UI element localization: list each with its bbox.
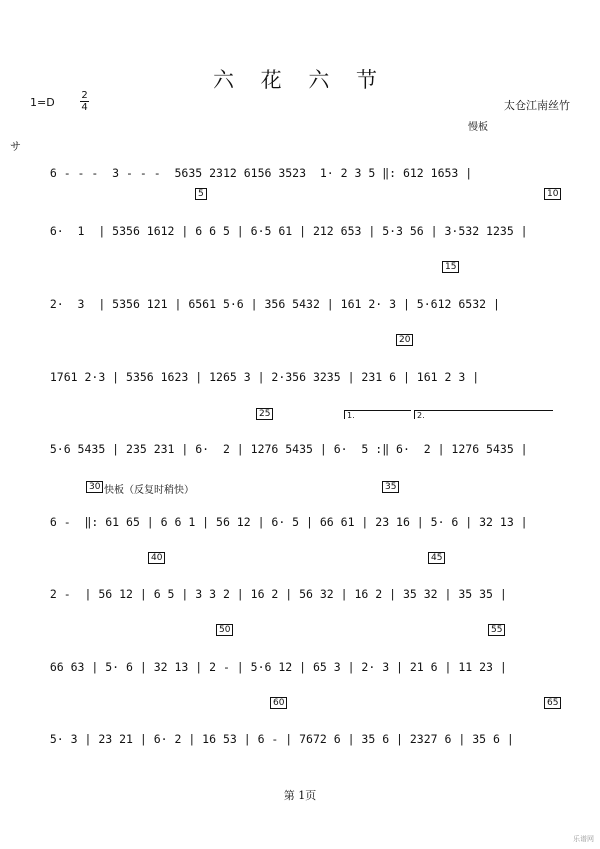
notation-row xyxy=(36,356,572,384)
notation-row xyxy=(36,210,572,238)
notation-text: 66 63 | 5· 6 | 32 13 | 2 - | 5·6 12 | 65 3 | 2· 3 | 21 6 | 11 23 | xyxy=(49,660,507,674)
time-signature-top: 2 xyxy=(81,90,88,101)
notation-text: 1761 2·3 | 5356 1623 | 1265 3 | 2·356 3235 | 231 6 | 161 2 3 | xyxy=(49,370,480,384)
notation-row xyxy=(36,718,572,746)
measure-number: 60 xyxy=(270,697,287,709)
time-signature-bottom: 4 xyxy=(81,102,88,113)
notation-text: 5·6 5435 | 235 231 | 6· 2 | 1276 5435 | 6· 5 :‖ 6· 2 | 1276 5435 | xyxy=(49,442,528,456)
volta-first: 1. xyxy=(344,410,411,419)
watermark: 乐谱网 xyxy=(573,835,594,843)
measure-number: 25 xyxy=(256,408,273,420)
notation-text: 6 - ‖: 61 65 | 6 6 1 | 56 12 | 6· 5 | 66 61 | 23 16 | 5· 6 | 32 13 | xyxy=(49,515,528,529)
time-signature xyxy=(80,90,89,113)
measure-number: 20 xyxy=(396,334,413,346)
notation-text: 2· 3 | 5356 121 | 6561 5·6 | 356 5432 | 161 2· 3 | 5·612 6532 | xyxy=(49,297,500,311)
measure-number: 35 xyxy=(382,481,399,493)
measure-number: 5 xyxy=(195,188,207,200)
measure-number: 30 xyxy=(86,481,103,493)
measure-number: 15 xyxy=(442,261,459,273)
notation-row xyxy=(36,573,572,601)
volta-second: 2. xyxy=(414,410,553,419)
measure-number: 10 xyxy=(544,188,561,200)
key-signature: 1=D xyxy=(30,96,55,109)
notation-row xyxy=(36,283,572,311)
measure-number: 45 xyxy=(428,552,445,564)
notation-row xyxy=(36,646,572,674)
notation-row xyxy=(10,138,572,180)
page-number: 第 1页 xyxy=(283,789,317,802)
measure-number: 40 xyxy=(148,552,165,564)
notation-text: 2 - | 56 12 | 6 5 | 3 3 2 | 16 2 | 56 32 | 16 2 | 35 32 | 35 35 | xyxy=(49,587,507,601)
measure-number: 50 xyxy=(216,624,233,636)
tempo-slow: 慢板 xyxy=(468,122,488,133)
notation-row xyxy=(36,428,572,456)
notation-text: 5· 3 | 23 21 | 6· 2 | 16 53 | 6 - | 7672 6 | 35 6 | 2327 6 | 35 6 | xyxy=(49,732,514,746)
score-title: 六 花 六 节 xyxy=(212,68,388,92)
measure-number: 55 xyxy=(488,624,505,636)
tempo-fast: 快板（反复时稍快） xyxy=(104,485,194,496)
notation-row xyxy=(36,501,572,529)
source-label: 太仓江南丝竹 xyxy=(504,99,570,112)
notation-text: 6· 1 | 5356 1612 | 6 6 5 | 6·5 61 | 212 653 | 5·3 56 | 3·532 1235 | xyxy=(49,224,528,238)
free-rhythm-mark: サ xyxy=(10,140,21,153)
notation-text: 6 - - - 3 - - - 5635 2312 6156 3523 1· 2 3 5 ‖: 612 1653 | xyxy=(49,166,473,180)
measure-number: 65 xyxy=(544,697,561,709)
